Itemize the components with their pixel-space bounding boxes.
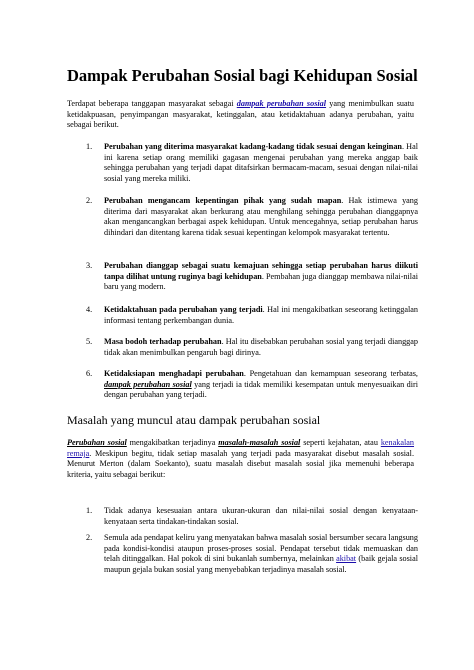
dampak-perubahan-sosial-link[interactable]: dampak perubahan sosial	[236, 99, 327, 108]
intro-paragraph	[67, 99, 414, 131]
list-item	[86, 261, 418, 293]
list-item-heading: Ketidaksiapan menghadapi perubahan	[104, 369, 244, 378]
list-item-heading: Perubahan dianggap sebagai suatu kemajuan sehingga setiap perubahan harus diikuti tanpa dilihat untung ruginya bagi kehidupan	[104, 261, 418, 281]
emphasis-text: Perubahan sosial	[67, 438, 127, 447]
list-number: 4.	[86, 305, 93, 314]
list-item-text: . Hal itu disebabkan perubahan sosial yang terjadi dianggap tidak akan menimbulkan pengaruh bagi dirinya.	[104, 337, 418, 357]
akibat-link[interactable]: akibat	[336, 554, 357, 564]
paragraph-text: seperti kejahatan, atau	[300, 438, 381, 447]
list-number: 2.	[86, 196, 93, 205]
list-item-heading: Ketidaktahuan pada perubahan yang terjadi	[104, 305, 263, 314]
list-number: 1.	[86, 142, 93, 151]
emphasis-text: dampak perubahan sosial	[104, 379, 192, 389]
list-item	[86, 196, 418, 238]
list-item-text: yang terjadi ia tidak memiliki kesempatan untuk menyesuaikan diri dengan perubahan yang terjadi.	[104, 379, 418, 400]
list-item	[86, 533, 418, 575]
list-item-text: . Hal ini karena setiap orang memiliki gagasan mengenai perubahan yang mereka anggap baik sehingga perubahan yang terjadi dapat ditafsirkan bermacam-macam, sesuai dengan nilai-nilai sosial yang mereka miliki.	[104, 142, 418, 183]
list-item	[86, 337, 418, 358]
list-number: 3.	[86, 261, 93, 270]
list-item-heading: Perubahan mengancam kepentingan pihak yang sudah mapan	[104, 196, 342, 205]
list-item-heading: Masa bodoh terhadap perubahan	[104, 337, 222, 346]
list-number: 2.	[86, 533, 93, 542]
list-item-text: . Pengetahuan dan kemampuan seseorang terbatas,	[243, 369, 418, 378]
kenakalan-remaja-link[interactable]: kenakalan remaja	[67, 438, 415, 458]
list-number: 6.	[86, 369, 93, 378]
list-item-text: Tidak adanya kesesuaian antara ukuran-ukuran dan nilai-nilai sosial dengan kenyataan-kenyataan serta tindakan-tindakan sosial.	[104, 506, 418, 526]
paragraph-text: . Meskipun begitu, tidak setiap masalah yang terjadi pada masyarakat disebut masalah sosial. Menurut Merton (dalam Soekanto), suatu masalah disebut masalah sosial jika memenuhi beberapa kriteria, yaitu sebagai berikut:	[67, 448, 414, 479]
list-item-text: . Pembahan juga dianggap membawa nilai-nilai baru yang modern.	[104, 271, 418, 292]
list-item	[86, 369, 418, 401]
intro-text-before: Terdapat beberapa tanggapan masyarakat sebagai	[67, 99, 237, 108]
paragraph-text: mengakibatkan terjadinya	[126, 438, 219, 447]
list-item-text: . Hal ini mengakibatkan seseorang ketinggalan informasi tentang perkembangan dunia.	[104, 305, 418, 325]
list-item	[86, 305, 418, 326]
intro-text-after: yang menimbulkan suatu ketidakpuasan, penyimpangan masyarakat, ketinggalan, atau ketidaktahuan adanya perubahan, yaitu sebagai berikut.	[67, 99, 414, 130]
list-item	[86, 506, 418, 527]
section-heading: Masalah yang muncul atau dampak perubahan sosial	[67, 413, 321, 427]
emphasis-text: masalah-masalah sosial	[218, 438, 301, 447]
list-item-heading: Perubahan yang diterima masyarakat kadang-kadang tidak sesuai dengan keinginan	[104, 142, 402, 151]
list-item-text: . Hak istimewa yang diterima dari masyarakat akan berkurang atau menghilang sehingga perubahan dianggapnya akan mengancangkan berbagai aspek kehidupan. Untuk mencegahnya, setiap perubahan harus dihindari dan ditentang karena tidak sesuai kepentingan kelompok masyarakat tertentu.	[104, 196, 418, 237]
list-number: 5.	[86, 337, 93, 346]
list-item-text: Semula ada pendapat keliru yang menyatakan bahwa masalah sosial bersumber secara langsung pada kondisi-kondisi ataupun proses-proses sosial. Pendapat tersebut tidak memuaskan dan telah ditinggalkan. Hal pokok di sini bukanlah sumbernya, melainkan	[104, 533, 418, 564]
list-number: 1.	[86, 506, 93, 515]
page-title: Dampak Perubahan Sosial bagi Kehidupan Sosial	[67, 66, 418, 85]
list-item	[86, 142, 418, 184]
section2-paragraph	[67, 438, 414, 480]
list-item-text: (baik gejala sosial maupun gejala bukan sosial yang menyebabkan terjadinya masalah sosial.	[104, 554, 418, 574]
